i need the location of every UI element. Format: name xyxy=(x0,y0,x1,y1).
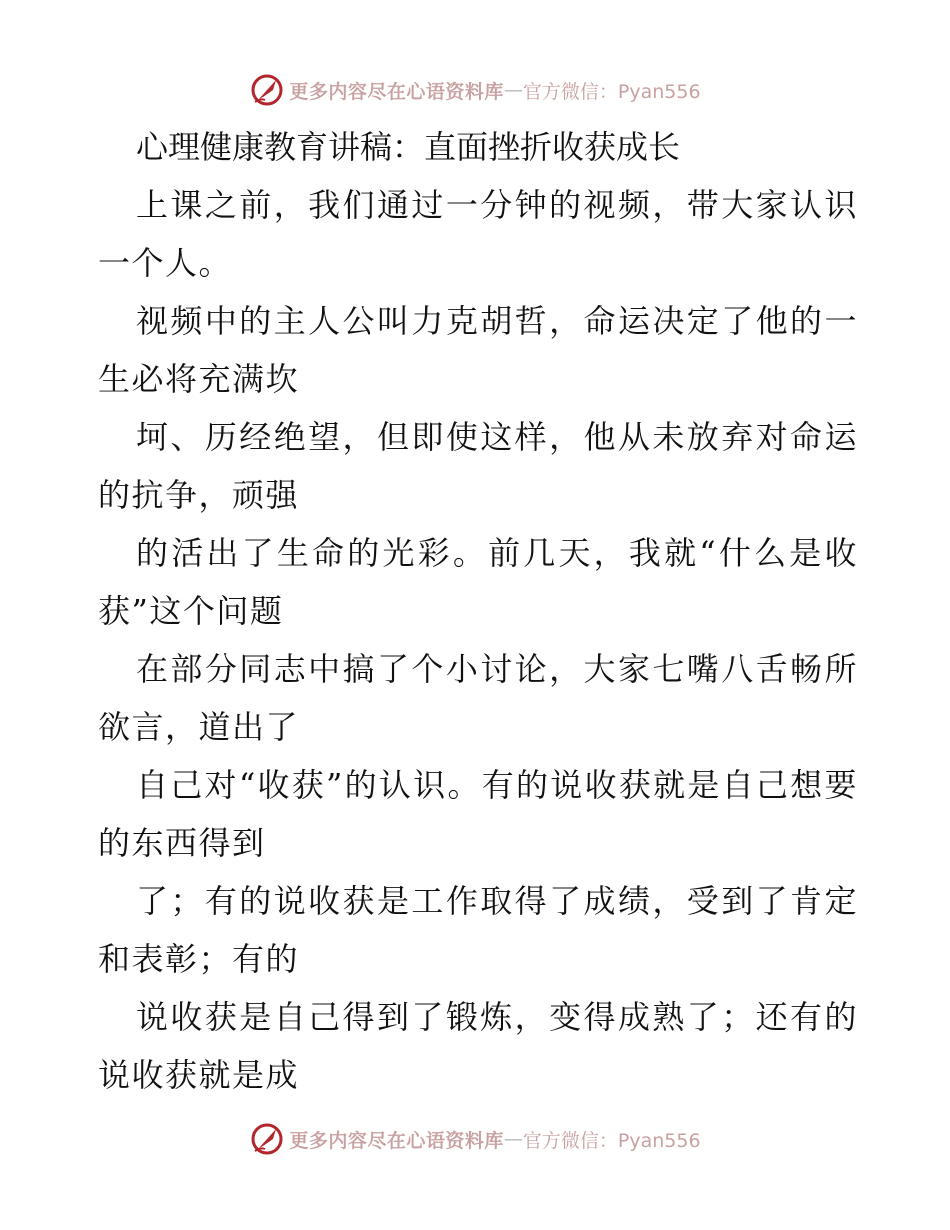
header-brand-text: 更多内容尽在心语资料库 xyxy=(289,80,504,103)
paragraph-1: 上课之前，我们通过一分钟的视频，带大家认识一个人。 xyxy=(98,186,858,282)
document-body xyxy=(98,118,858,1104)
header-banner xyxy=(249,68,700,112)
paragraph-7: 了；有的说收获是工作取得了成绩，受到了肯定和表彰；有的 xyxy=(98,882,858,978)
page-footer xyxy=(0,1117,950,1161)
paragraph-4: 的活出了生命的光彩。前几天，我就“什么是收获”这个问题 xyxy=(98,534,858,630)
footer-banner xyxy=(249,1117,700,1161)
quill-logo-icon xyxy=(249,72,285,108)
footer-separator: — xyxy=(503,1128,523,1150)
footer-brand-text: 更多内容尽在心语资料库 xyxy=(289,1129,504,1152)
paragraph-2: 视频中的主人公叫力克胡哲，命运决定了他的一生必将充满坎 xyxy=(98,302,858,398)
document-title: 心理健康教育讲稿：直面挫折收获成长 xyxy=(136,128,681,166)
paragraph-8: 说收获是自己得到了锻炼，变得成熟了；还有的说收获就是成 xyxy=(98,998,858,1094)
page-header xyxy=(0,68,950,112)
header-separator: — xyxy=(503,79,523,101)
header-wechat-text: 官方微信：Pyan556 xyxy=(522,80,701,103)
footer-wechat-text: 官方微信：Pyan556 xyxy=(522,1129,701,1152)
quill-logo-icon xyxy=(249,1121,285,1157)
paragraph-5: 在部分同志中搞了个小讨论，大家七嘴八舌畅所欲言，道出了 xyxy=(98,650,858,746)
paragraph-3: 坷、历经绝望，但即使这样，他从未放弃对命运的抗争，顽强 xyxy=(98,418,858,514)
paragraph-6: 自己对“收获”的认识。有的说收获就是自己想要的东西得到 xyxy=(98,766,858,862)
